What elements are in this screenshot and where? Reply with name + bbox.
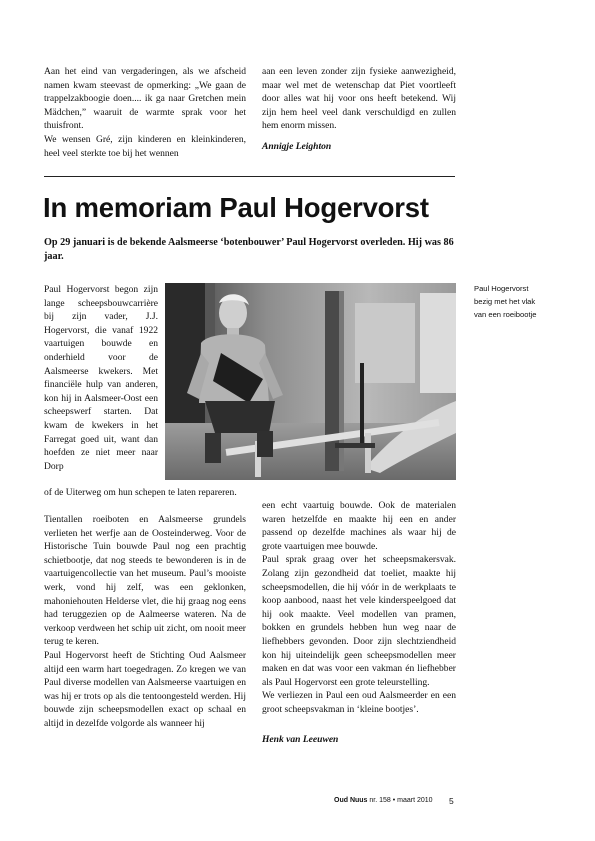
paragraph: Paul Hogervorst heeft de Stichting Oud Aalsmeer altijd een warm hart toegedragen. Zo kregen we van Paul diverse modellen van Aalsmeerse vaartuigen en was hij er trots op als die tentoongesteld werden. Hij bouwde zijn scheepsmodellen exact op schaal en altijd in dezelfde volgorde als wanneer hij: [44, 649, 246, 729]
photo-caption: [474, 283, 574, 321]
paragraph: een echt vaartuig bouwde. Ook de materialen waren hetzelfde en maakte hij een en ander passend op dezelfde machines als waar hij de grote vaartuigen mee bouwde.: [262, 500, 456, 552]
paragraph: We verliezen in Paul een oud Aalsmeerder en een groot scheepsvakman in ‘kleine bootjes’.: [262, 690, 456, 715]
section-divider: [44, 176, 455, 177]
issue-info: nr. 158 • maart 2010: [369, 797, 433, 804]
paragraph: aan een leven zonder zijn fysieke aanwezigheid, maar wel met de wetenschap dat Piet voortleeft door alles wat hij voor ons heeft betekend. Wij zijn hem heel veel dank verschuldigd en zullen hem enorm missen.: [262, 66, 456, 132]
article-title: In memoriam Paul Hogervorst: [43, 192, 429, 223]
article-left-column: [44, 513, 246, 731]
top-article-left-column: [44, 65, 246, 160]
caption-line: bezig met het vlak: [474, 296, 536, 306]
intro-continuation: of de Uiterweg om hun schepen te laten repareren.: [44, 487, 237, 498]
publication-name: Oud Nuus: [334, 797, 368, 804]
top-article-right-column: [262, 65, 456, 154]
paragraph: Aan het eind van vergaderingen, als we afscheid namen kwam steevast de opmerking: „We gaan de trappelzakboogie doen.... ik ga naar Gretchen mein Mädchen,” waaruit de warmte sprak voor het thuisfront.: [44, 66, 246, 132]
article-right-column: [262, 499, 456, 746]
page-number: 5: [449, 796, 454, 806]
paragraph: We wensen Gré, zijn kinderen en kleinkinderen, heel veel sterkte toe bij het wennen: [44, 133, 246, 159]
caption-line: van een roeibootje: [474, 309, 537, 319]
paragraph: Paul sprak graag over het scheepsmakersvak. Zolang zijn gezondheid dat toeliet, maakte hij scheepsmodellen, die hij vóór in de werkplaats te koop aanbood, naast het vele kinderspeelgoed dat hij ook maakte. Veel modellen van pramen, bokken en grundels hebben hun weg naar de liefhebbers gevonden. Door zijn slechtziendheid kon hij uiteindelijk geen scheepsmodellen meer maken en dat was voor een vakman én liefhebber als Paul Hogervorst een grote teleurstelling.: [262, 554, 456, 688]
caption-line: Paul Hogervorst: [474, 284, 529, 293]
paragraph: Tientallen roeiboten en Aalsmeerse grundels verlieten het werfje aan de Oosteinderweg. Voor de Historische Tuin bouwde Paul nog een prachtig schietbootje, dat nog steeds te bewonderen is in de vaartuigencollectie van het museum. Paul’s mooiste werk, vond hij zelf, was een geklonken, mahoniehouten Helderse vlet, die hij graag nog eens had teruggezien op de Aalmeerse wateren. Na de verkoop verdween het schip uit zicht, om nooit meer terug te keren.: [44, 514, 246, 648]
intro-paragraph: Paul Hogervorst begon zijn lange scheepsbouwcarrière bij zijn vader, J.J. Hogervorst, die vanaf 1922 vaartuigen bouwde en onderhield voor de Aalsmeerse kwekers. Met financiële hulp van anderen, kon hij in Aalsmeer-Oost een scheepswerf starten. Dat kwam de kwekers in het Farregat goed uit, want dan hoefden ze niet meer naar Dorp: [44, 284, 158, 472]
footer-publication: [334, 797, 433, 804]
author-signature: Henk van Leeuwen: [262, 733, 339, 745]
article-lead: Op 29 januari is de bekende Aalsmeerse ‘botenbouwer’ Paul Hogervorst overleden. Hij was 86 jaar.: [44, 237, 454, 262]
author-signature: Annigje Leighton: [262, 140, 332, 152]
article-photo: [165, 283, 456, 480]
